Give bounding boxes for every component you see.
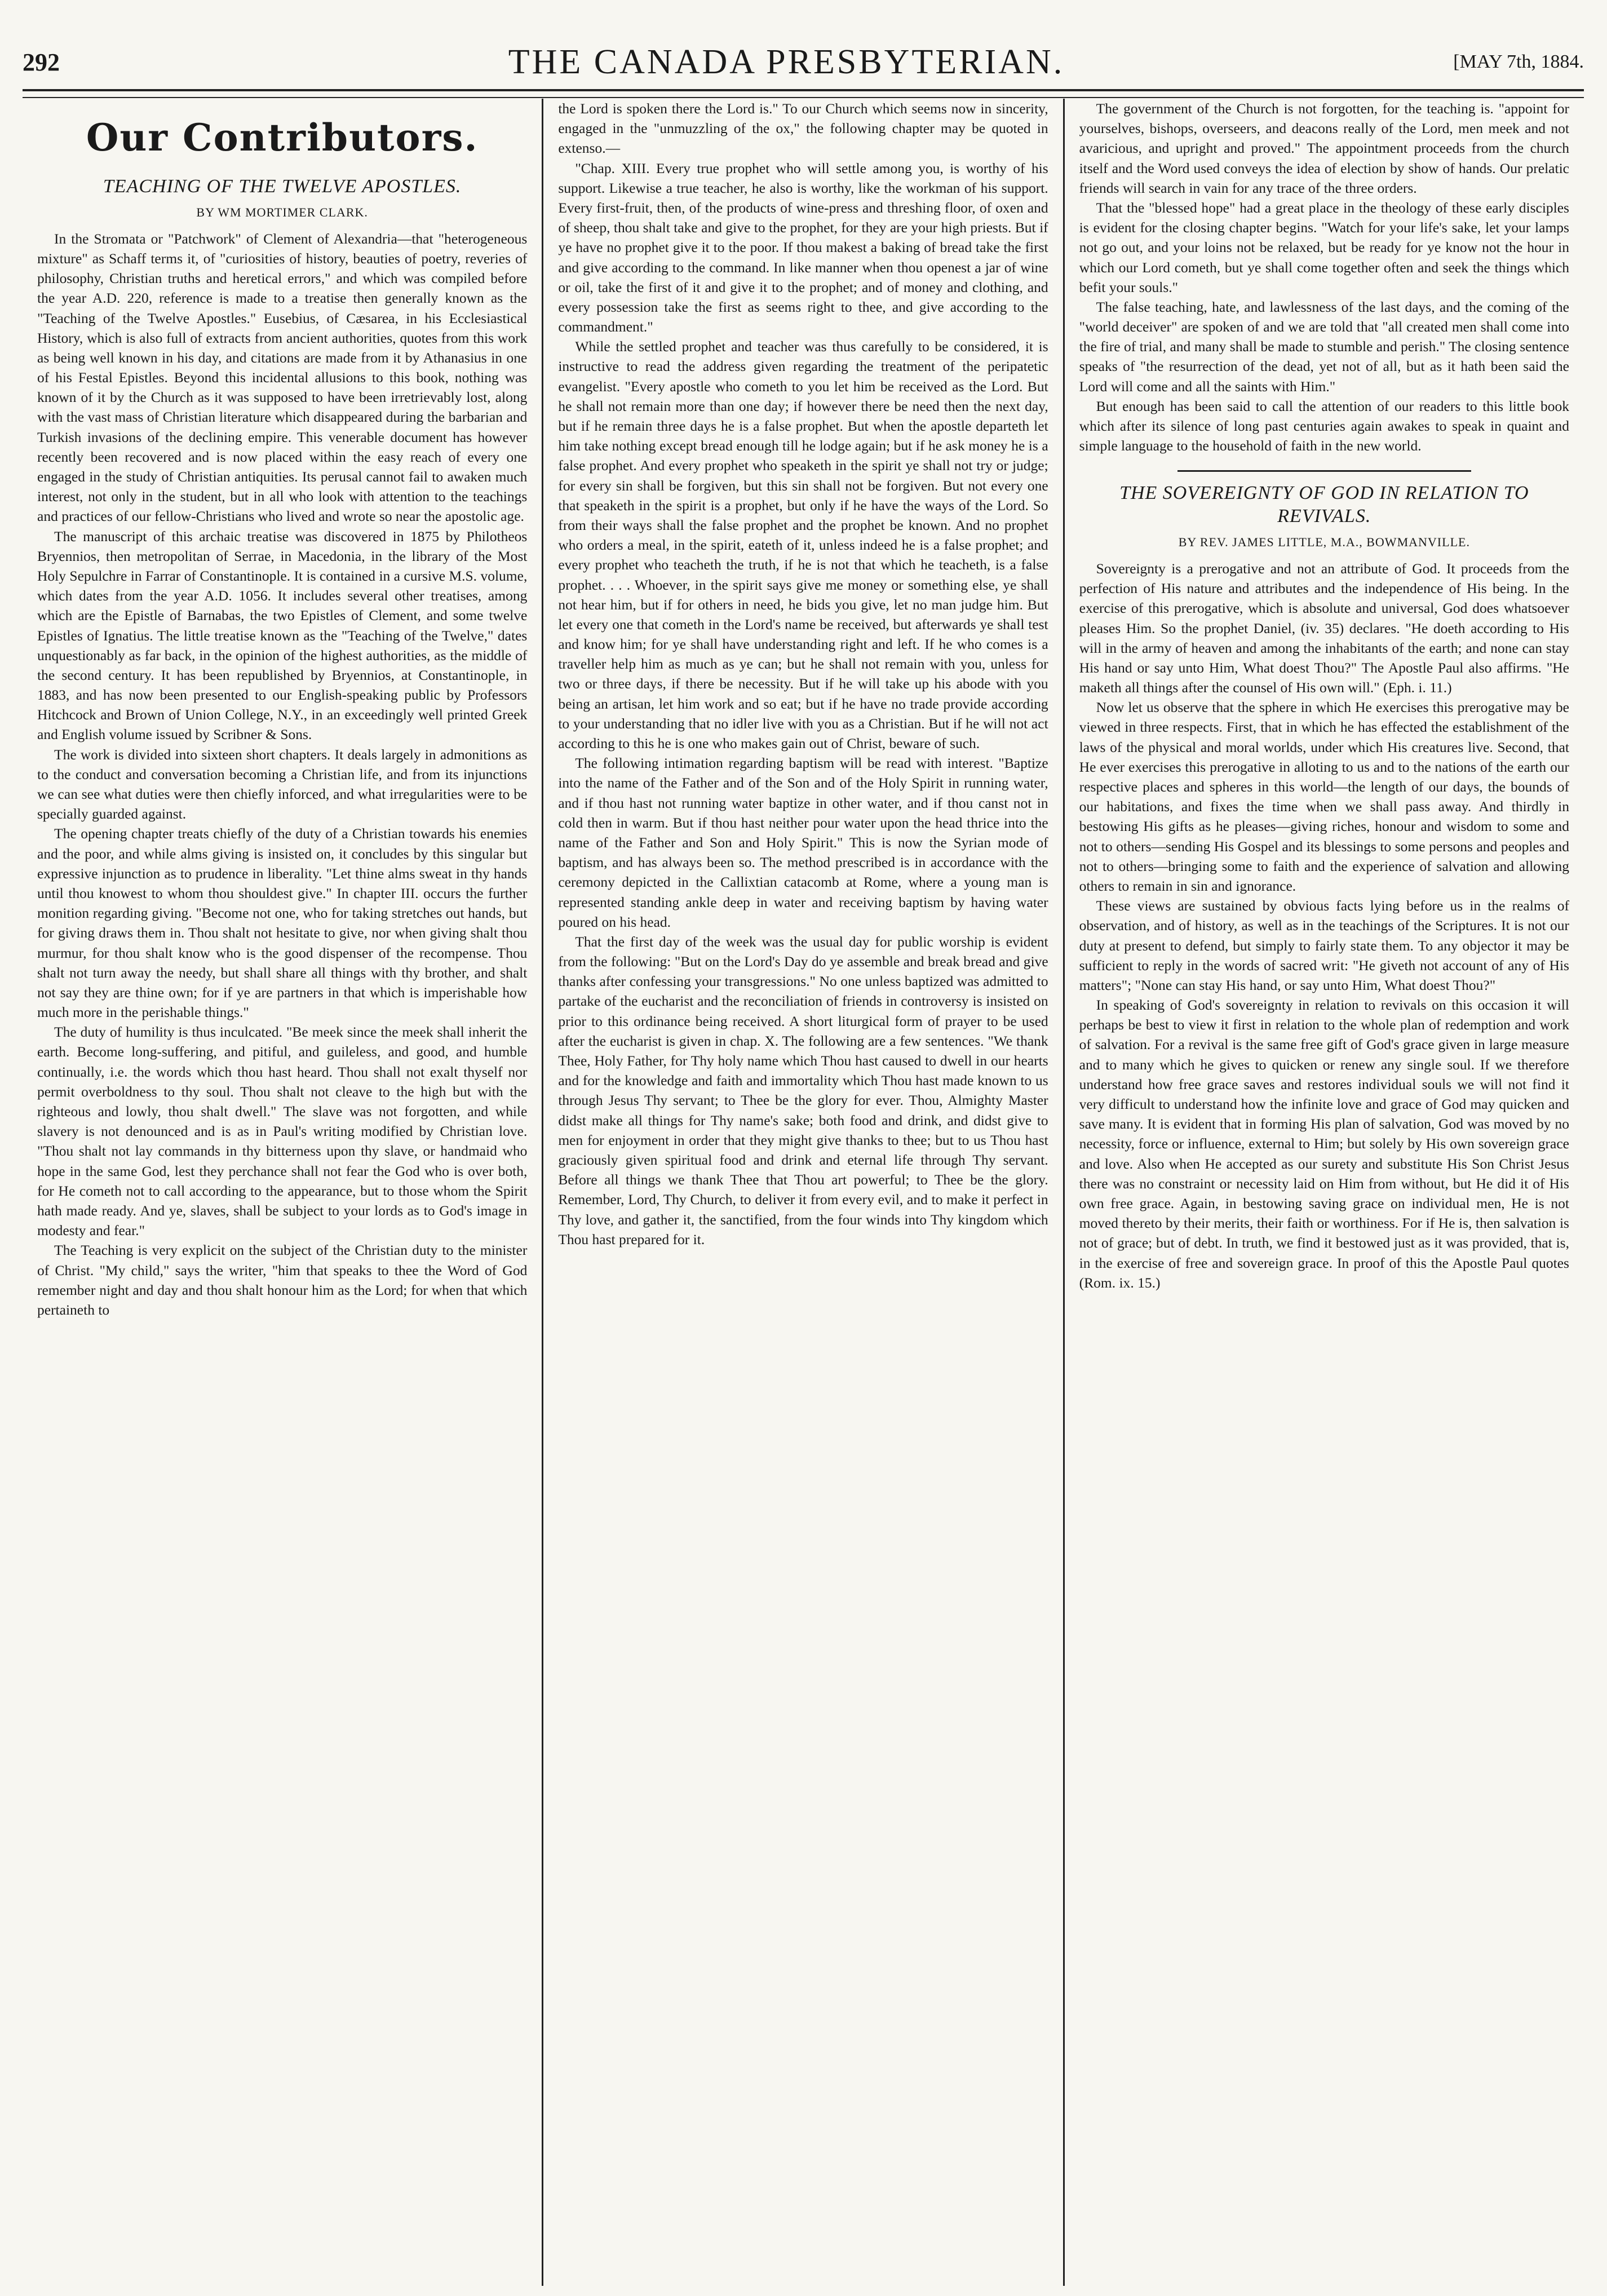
paragraph: The following intimation regarding baptism will be read with interest. "Baptize into the name of the Father and of the Son and of the Holy Spirit in running water, and if thou hast not running water baptize in other water, and if thou canst not in cold then in warm. But if thou hast neither pour water upon the head thrice into the name of the Father and Son and Holy Spirit." This is now the Syrian mode of baptism, and has always been so. The method prescribed is in accordance with the ceremony depicted in the Callixtian catacomb at Rome, where a young man is represented standing ankle deep in water and receiving baptism by having water poured on his head. xyxy=(558,755,1048,930)
paragraph: The government of the Church is not forgotten, for the teaching is. "appoint for yourselves, bishops, overseers, and deacons really of the Lord, men meek and not avaricious, and upright and proved." The appointment proceeds from the church itself and the Word used conveys the idea of election by show of hands. Our prelatic friends will search in vain for any trace of the three orders. xyxy=(1079,100,1569,196)
paragraph: The Teaching is very explicit on the subject of the Christian duty to the minister of Christ. "My child," says the writer, "him that speaks to thee the Word of God remember night and day and thou shalt honour him as the Lord; for when that which pertaineth to xyxy=(37,1242,528,1318)
column-3 xyxy=(1063,99,1584,2286)
newspaper-title: THE CANADA PRESBYTERIAN. xyxy=(508,42,1065,81)
article-title: THE SOVEREIGNTY OF GOD IN RELATION TO REVIVALS. xyxy=(1119,483,1529,527)
paragraph: That the first day of the week was the usual day for public worship is evident from the following: "But on the Lord's Day do ye assemble and break bread and give thanks after confessing your transgressions." No one unless baptized was admitted to partake of the eucharist and the reconciliation of friends in controversy is insisted on prior to this ordinance being received. A short liturgical form of prayer to be used after the eucharist is given in chap. X. The following are a few sentences. "We thank Thee, Holy Father, for Thy holy name which Thou hast caused to dwell in our hearts and for the knowledge and faith and immortality which Thou hast made known to us through Jesus Thy servant; to Thee be the glory for ever. Thou, Almighty Master didst make all things for Thy name's sake; both food and drink, and didst give to men for enjoyment in order that they might give thanks to thee; but to us Thou hast graciously given spiritual food and drink and eternal life through Thy servant. Before all things we thank Thee that Thou art powerful; to Thee be the glory. Remember, Lord, Thy Church, to deliver it from every evil, and to make it perfect in Thy love, and gather it, the sanctified, from the four winds into Thy kingdom which Thou hast prepared for it. xyxy=(558,933,1048,1247)
page-number: 292 xyxy=(23,48,60,76)
paragraph: Now let us observe that the sphere in which He exercises this prerogative may be viewed in three respects. First, that in which he has effected the establishment of the laws of the physical and moral worlds, under which His creatures live. Second, that He ever exercises this prerogative in alloting to us and to the nations of the earth our respective places and spheres in this world—the length of our days, the bounds of our habitations, and fixes the time when we shall pass away. And thirdly in bestowing His gifts as he pleases—giving riches, honour and wisdom to some and not to others—sending His Gospel and its blessings to some persons and peoples and not to others—bringing some to faith and the experience of salvation and allowing others to remain in sin and ignorance. xyxy=(1079,699,1569,894)
article-byline: BY REV. JAMES LITTLE, M.A., BOWMANVILLE. xyxy=(1178,534,1470,549)
article-title: TEACHING OF THE TWELVE APOSTLES. xyxy=(103,176,462,197)
masthead xyxy=(23,39,1584,85)
column-2 xyxy=(542,99,1063,2286)
paragraph: While the settled prophet and teacher was thus carefully to be considered, it is instructive to read the address given regarding the treatment of the peripatetic evangelist. "Every apostle who cometh to you let him be received as the Lord. But he shall not remain more than one day; if however there be need then the next day, but if he remain three days he is a false prophet. But when the apostle departeth let him take nothing except bread enough till he lodge again; but if he ask money he is a false prophet. And every prophet who speaketh in the spirit ye shall not try or judge; for every sin shall be forgiven, but this sin shall not be forgiven. But not every one that speaketh in the spirit is a prophet, but only if he have the ways of the Lord. So from their ways shall the false prophet and the prophet be known. And no prophet who orders a meal, in the spirit, eateth of it, unless indeed he is a false prophet; and every prophet who teacheth the truth, if he is not that which he teacheth, is a false prophet. . . . Whoever, in the spirit says give me money or something else, ye shall not hear him, but if for others in need, he bids you give, let no man judge him. But let every one that cometh in the Lord's name be received, but afterwards ye shall test and know him; for ye shall have understanding right and left. If he who comes is a traveller help him as much as ye can; but he shall not remain with you, unless for two or three days, if there be necessity. But if he will take up his abode with you being an artisan, let him work and so eat; but if he have no trade provide according to your understanding that no idler live with you as a Christian. But if he will not act according to this he is one who makes gain out of Christ, beware of such. xyxy=(558,338,1048,751)
paragraph: That the "blessed hope" had a great place in the theology of these early disciples is evident for the closing chapter begins. "Watch for your life's sake, let your lamps not go out, and your loins not be relaxed, but be ready for ye know not the hour in which our Lord cometh, but ye shall come together often and seek the things which befit your souls." xyxy=(1079,199,1569,295)
paragraph: But enough has been said to call the attention of our readers to this little book which after its silence of long past centuries again awakes to speak in quaint and simple language to the household of faith in the new world. xyxy=(1079,397,1569,454)
paragraph: "Chap. XIII. Every true prophet who will settle among you, is worthy of his support. Likewise a true teacher, he also is worthy, like the workman of his support. Every first-fruit, then, of the products of wine-press and threshing floor, of oxen and of sheep, thou shalt take and give to the prophet, for they are your high priests. But if ye have no prophet give it to the poor. If thou makest a baking of bread take the first and give according to the command. In like manner when thou openest a jar of wine or oil, take the first of it and give it to the prophet; and of money and clothing, and every possession take the first as seems right to thee, and give according to the commandment." xyxy=(558,160,1048,335)
paragraph: These views are sustained by obvious facts lying before us in the realms of observation, and of history, as well as in the teachings of the Scriptures. It is not our duty at present to defend, but simply to fairly state them. To any objector it may be sufficient to reply in the words of sacred writ: "He giveth not account of any of His matters"; "None can stay His hand, or say unto Him, What doest Thou?" xyxy=(1079,897,1569,993)
columns xyxy=(23,99,1584,2286)
paragraph: Sovereignty is a prerogative and not an attribute of God. It proceeds from the perfection of His nature and attributes and the independence of His being. In the exercise of this prerogative, which is absolute and universal, God does whatsoever pleases Him. So the prophet Daniel, (iv. 35) declares. "He doeth according to His will in the army of heaven and among the inhabitants of the earth; and none can stay His hand or say unto Him, What doest Thou?" The Apostle Paul also affirms. "He maketh all things after the counsel of His own will." (Eph. i. 11.) xyxy=(1079,560,1569,696)
paragraph: In speaking of God's sovereignty in relation to revivals on this occasion it will perhaps be best to view it first in relation to the whole plan of redemption and work of salvation. For a revival is the same free gift of God's grace given in large measure and to many which he gives to quicken or renew any single soul. If we therefore understand how free grace saves and restores individual souls we will not find it very difficult to understand how the infinite love and grace of God may quicken and save many. It is evident that in forming His plan of salvation, God was moved by no necessity, force or influence, external to Him; but solely by His own sovereign grace and love. Also when He accepted as our surety and substitute His Son Christ Jesus there was no constraint or necessity laid on Him from without, but He did it of His own free grace. Again, in bestowing saving grace on individual men, He is not moved thereto by their merits, their faith or worthiness. For if He is, then salvation is not of grace; but of debt. In truth, we find it bestowed just as it was provided, that is, in the exercise of free and sovereign grace. In proof of this the Apostle Paul quotes (Rom. ix. 15.) xyxy=(1079,997,1569,1291)
issue-date: [MAY 7th, 1884. xyxy=(1453,51,1584,72)
paragraph: the Lord is spoken there the Lord is." To our Church which seems now in sincerity, engaged in the "unmuzzling of the ox," the following chapter may be quoted in extenso.— xyxy=(558,100,1048,157)
paragraph: The opening chapter treats chiefly of the duty of a Christian towards his enemies and the poor, and while alms giving is insisted on, it concludes by this singular but expressive injunction as to prudence in liberality. "Let thine alms sweat in thy hands until thou knowest to whom thou shouldest give." In chapter III. occurs the further monition regarding giving. "Become not one, who for taking stretches out hands, but for giving draws them in. Thou shalt not hesitate to give, nor when giving shalt thou murmur, for thou shalt know who is the good dispenser of the recompense. Thou shalt not turn away the needy, but shall share all things with thy brother, and shalt not say they are thine own; for if ye are partners in that which is imperishable how much more in the perishable things." xyxy=(37,825,528,1021)
paragraph: The manuscript of this archaic treatise was discovered in 1875 by Philotheos Bryennios, then metropolitan of Serrae, in Macedonia, in the library of the Most Holy Sepulchre in Farrar of Constantinople. It is contained in a cursive M.S. volume, which dates from the year A.D. 1056. It includes several other treatises, among which are the Epistle of Barnabas, the two Epistles of Clement, and some twelve Epistles of Ignatius. The little treatise known as the "Teaching of the Twelve," dates unquestionably as far back, in the opinion of the highest authorities, as the middle of the second century. It has been republished by Bryennios, at Constantinople, in 1883, and has now been presented to our English-speaking public by Professors Hitchcock and Brown of Union College, N.Y., in an exceedingly well printed Greek and English volume issued by Scribner & Sons. xyxy=(37,528,528,743)
section-header: Our Contributors. xyxy=(86,116,479,160)
paragraph: The work is divided into sixteen short chapters. It deals largely in admonitions as to the conduct and conversation becoming a Christian life, and from its injunctions we can see what duties were then chiefly inforced, and what irregularities were to be specially guarded against. xyxy=(37,746,528,822)
paragraph: The false teaching, hate, and lawlessness of the last days, and the coming of the "world deceiver" are spoken of and we are told that "all created men shall come into the fire of trial, and many shall be made to stumble and perish." The closing sentence speaks of "the resurrection of the dead, yet not of all, but as it hath been said the Lord will come and all the saints with Him." xyxy=(1079,298,1569,395)
column-1 xyxy=(23,99,542,2286)
paragraph: The duty of humility is thus inculcated. "Be meek since the meek shall inherit the earth. Become long-suffering, and pitiful, and guileless, and good, and humble continually, i.e. the words which thou hast heard. Thou shall not exalt thyself nor permit overboldness to thy soul. Thou shalt not cleave to the high but with the righteous and lowly, thou shalt dwell." The slave was not forgotten, and while slavery is not denounced and is as in Paul's writing modified by Christian love. "Thou shalt not lay commands in thy bitterness upon thy slave, or handmaid who hope in the same God, lest they perchance shall not fear the God who is over both, for He cometh not to call according to the appearance, but to those whom the Spirit hath made ready. And ye, slaves, shall be subject to your lords as to God's image in modesty and fear." xyxy=(37,1024,528,1239)
article-divider xyxy=(1177,470,1472,472)
article-byline: BY WM MORTIMER CLARK. xyxy=(196,205,368,219)
paragraph: In the Stromata or "Patchwork" of Clement of Alexandria—that "heterogeneous mixture" as Schaff terms it, of "curiosities of history, beauties of poetry, reveries of philosophy, Christian truths and heretical errors," and which was compiled before the year A.D. 220, reference is made to a treatise then generally known as the "Teaching of the Twelve Apostles." Eusebius, of Cæsarea, in his Ecclesiastical History, which is also full of extracts from ancient authorities, quotes from this work as being well known in his day, and citations are made from it by Athanasius in one of his Festal Epistles. Beyond this incidental allusions to this book, nothing was known of it by the Church as it was supposed to have been irretrievably lost, along with the vast mass of Christian literature which disappeared during the barbarian and Turkish invasions of the declining empire. This venerable document has however recently been recovered and is now placed within the easy reach of every one engaged in the study of Christian antiquities. Its perusal cannot fail to awaken much interest, not only in the student, but in all who look with attention to the teachings and practices of our fellow-Christians who lived and wrote so near the apostolic age. xyxy=(37,230,528,525)
masthead-rule xyxy=(23,89,1584,98)
